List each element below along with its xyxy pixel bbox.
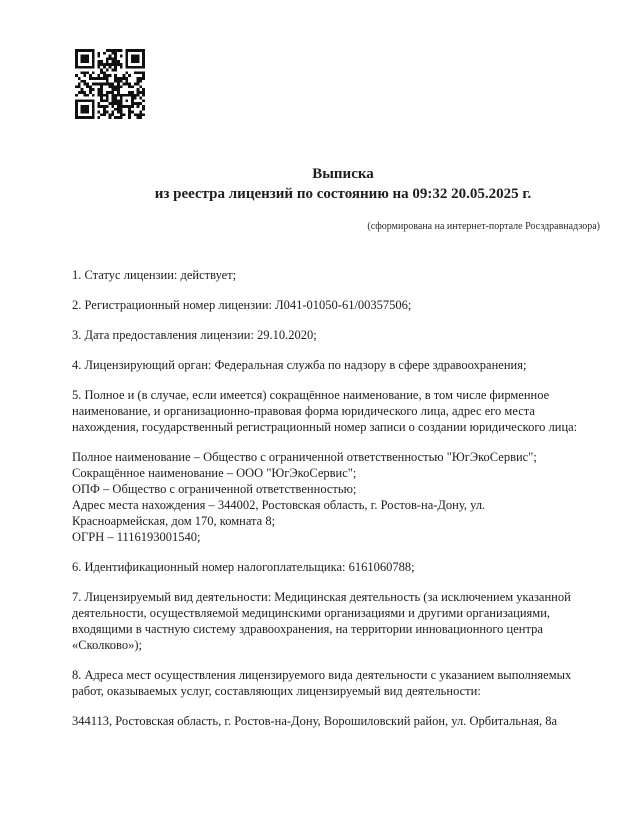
licensed-activity: 7. Лицензируемый вид деятельности: Медицинская деятельность (за исключением указанной деятельности, осуществляемой медицинскими организациями и другими организациями, входящими в частную систему здравоохранения, на территории инновационного центра «Сколково»); [72, 590, 571, 652]
taxpayer-inn: 6. Идентификационный номер налогоплательщика: 6161060788; [72, 560, 415, 574]
document-title-line1: Выписка [312, 166, 374, 182]
org-address: Адрес места нахождения – 344002, Ростовская область, г. Ростов-на-Дону, ул. Красноармейская, дом 170, комната 8; [72, 498, 486, 528]
license-status: 1. Статус лицензии: действует; [72, 268, 237, 282]
org-legal-form: ОПФ – Общество с ограниченной ответственностью; [72, 482, 357, 496]
org-ogrn: ОГРН – 1116193001540; [72, 530, 201, 544]
document-body [72, 267, 580, 729]
qr-code-icon [75, 49, 145, 119]
license-registration-number: 2. Регистрационный номер лицензии: Л041-01050-61/00357506; [72, 298, 412, 312]
activity-addresses-heading: 8. Адреса мест осуществления лицензируемого вида деятельности с указанием выполняемых работ, оказываемых услуг, составляющих лицензируемый вид деятельности: [72, 668, 572, 698]
activity-address: 344113, Ростовская область, г. Ростов-на-Дону, Ворошиловский район, ул. Орбитальная, 8а [72, 714, 558, 728]
licensing-authority: 4. Лицензирующий орган: Федеральная служба по надзору в сфере здравоохранения; [72, 358, 527, 372]
org-short-name: Сокращённое наименование – ООО "ЮгЭкоСервис"; [72, 466, 357, 480]
document-subtitle: (сформирована на интернет-портале Росздравнадзора) [367, 221, 600, 232]
document-content [72, 164, 614, 729]
org-details-heading: 5. Полное и (в случае, если имеется) сокращённое наименование, в том числе фирменное наименование, и организационно-правовая форма юридического лица, адрес его места нахождения, государственный регистрационный номер записи о создании юридического лица: [72, 388, 578, 434]
document-title-line2: из реестра лицензий по состоянию на 09:32 20.05.2025 г. [154, 186, 532, 202]
document-header [72, 164, 614, 233]
org-full-name: Полное наименование – Общество с ограниченной ответственностью "ЮгЭкоСервис"; [72, 450, 537, 464]
license-grant-date: 3. Дата предоставления лицензии: 29.10.2020; [72, 328, 317, 342]
